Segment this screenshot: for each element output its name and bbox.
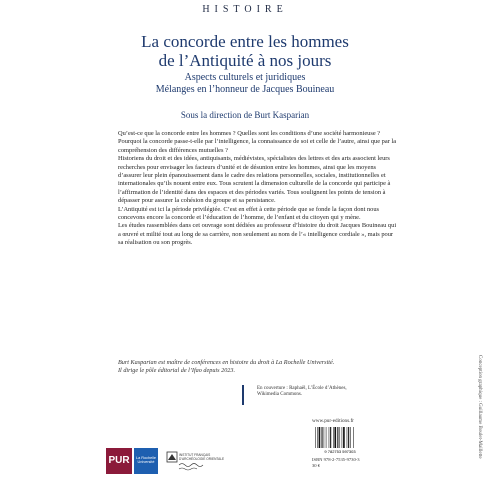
ifao-line-1: INSTITUT FRANÇAIS — [179, 453, 211, 457]
author-bio — [118, 359, 398, 376]
la-rochelle-universite-logo — [134, 448, 158, 474]
logo-univ-line-1: La Rochelle — [135, 456, 157, 460]
blurb-paragraph: Qu’est-ce que la concorde entre les hommes ? Quelles sont les conditions d’une société harmonieuse ? Pourquoi la concorde passe-t-elle par l’intelligence, la connaissance de soi et celle de l’autre, ainsi que par la compréhension des différences mutuelles ? — [118, 130, 397, 154]
subtitle-line-2: Mélanges en l’honneur de Jacques Bouineau — [155, 84, 335, 95]
price: 30 € — [312, 463, 321, 468]
publisher-website: www.pur-editions.fr — [312, 418, 354, 424]
barcode-digits: 9 782753 597303 — [324, 449, 356, 454]
book-subtitle — [0, 72, 490, 96]
bio-line-1: Burt Kasparian est maître de conférences en histoire du droit à La Rochelle Université. — [118, 359, 335, 366]
editor-credit: Sous la direction de Burt Kasparian — [180, 110, 310, 120]
cover-credit: En couverture : Raphaël, L’École d’Athènes, Wikimedia Commons. — [257, 386, 347, 398]
subtitle-line-1: Aspects culturels et juridiques — [184, 72, 306, 83]
series-label: HISTOIRE — [202, 4, 288, 15]
blurb-paragraph: Les études rassemblées dans cet ouvrage sont dédiées au professeur d’histoire du droit Jacques Bouineau qui a œuvré et milité tout au long de sa carrière, non seulement au nom de l’« intelligence cordiale », mais pour sa réalisation ou son progrès. — [118, 222, 397, 247]
title-line-1: La concorde entre les hommes — [141, 32, 349, 51]
logo-univ-line-2: Université — [137, 460, 155, 465]
title-line-2: de l’Antiquité à nos jours — [158, 51, 332, 70]
blurb — [118, 130, 398, 248]
credit-divider — [242, 385, 244, 405]
isbn: ISBN 978-2-7535-9730-3 — [312, 457, 360, 462]
graphic-design-credit-text: Conception graphique : Guillaume Boulet-Maillette — [477, 355, 482, 459]
graphic-design-credit — [472, 355, 482, 459]
book-title — [0, 32, 490, 70]
blurb-paragraph: L’Antiquité est ici la période privilégiée. C’est en effet à cette période que se fonde la façon dont nous concevons encore la concorde et l’éducation de l’homme, de l’enfant et du citoyen qui y mène. — [118, 205, 380, 222]
blurb-paragraph: Historiens du droit et des idées, antiquisants, médiévistes, spécialistes des lettres et des arts associent leurs recherches pour envisager les facteurs d’unité et de désunion entre les hommes, ainsi que les moyens d’assurer leur plein épanouissement dans le cadre des relations personnelles, sociales, institutionnelles et internationales qu’ils nouent entre eux. Tous scrutent la dimension culturelle de la concorde qui participe à l’affirmation de l’identité dans des espaces et des périodes variés. Tous soulignent les points de tension à dépasser pour assurer la cohésion du groupe et sa persistance. — [118, 155, 391, 205]
ifao-line-2: D’ARCHÉOLOGIE ORIENTALE — [179, 457, 225, 461]
ifao-logo — [166, 449, 225, 473]
barcode — [312, 426, 368, 454]
bio-line-2: Il dirige le pôle éditorial de l’Ifao depuis 2023. — [118, 367, 236, 375]
pur-logo: PUR — [106, 448, 132, 474]
